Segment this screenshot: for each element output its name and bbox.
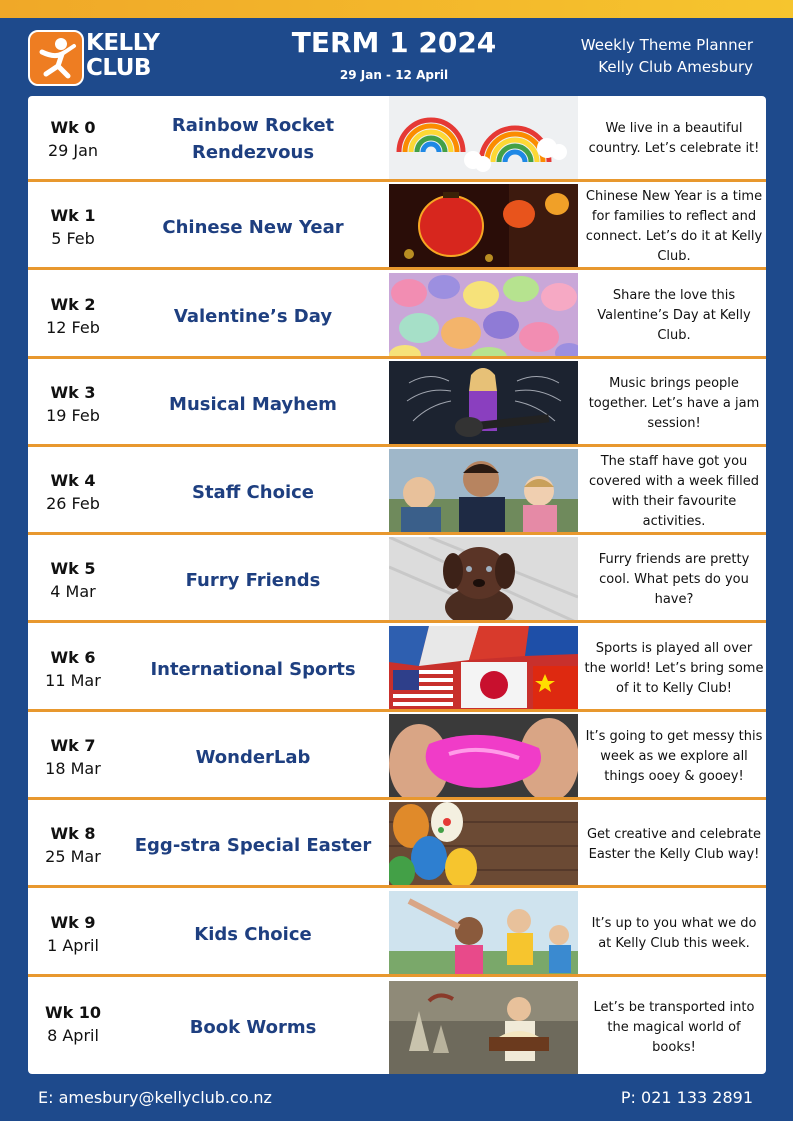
row-divider (28, 974, 766, 977)
week-cell (28, 537, 118, 623)
week-row (28, 626, 766, 712)
theme-name: Valentine’s Day (173, 305, 333, 327)
theme-description: The staff have got you covered with a week filled with their favourite activities. (589, 454, 759, 529)
week-row (28, 184, 766, 270)
row-divider (28, 797, 766, 800)
week-date: 1 April (47, 936, 99, 955)
planner-location: Kelly Club Amesbury (598, 58, 753, 76)
theme-description: We live in a beautiful country. Let’s celebrate it! (588, 121, 760, 156)
week-date: 18 Mar (45, 759, 101, 778)
row-divider (28, 620, 766, 623)
planner-title: Weekly Theme Planner (580, 36, 753, 54)
week-number: Wk 2 (50, 295, 96, 314)
theme-description: Chinese New Year is a time for families to reflect and connect. Let’s do it at Kelly Club. (585, 189, 763, 264)
contact-phone[interactable]: P: 021 133 2891 (620, 1088, 753, 1107)
logo-wordmark: KELLY CLUB (86, 30, 160, 81)
row-divider (28, 709, 766, 712)
guitar-girl-photo (389, 361, 578, 447)
week-cell (28, 361, 118, 447)
row-divider (28, 532, 766, 535)
theme-name: International Sports (150, 658, 356, 680)
flags-photo (389, 626, 578, 712)
row-divider (28, 179, 766, 182)
week-number: Wk 5 (50, 559, 96, 578)
theme-name: Egg-stra Special Easter (134, 834, 372, 856)
week-date: 5 Feb (51, 229, 95, 248)
week-cell (28, 449, 118, 535)
week-cell (28, 981, 118, 1074)
week-row (28, 361, 766, 447)
week-cell (28, 891, 118, 977)
theme-description: Get creative and celebrate Easter the Kelly Club way! (586, 827, 761, 862)
week-date: 11 Mar (45, 671, 101, 690)
slime-photo (389, 714, 578, 800)
row-divider (28, 267, 766, 270)
week-cell (28, 802, 118, 888)
week-date: 19 Feb (46, 406, 100, 425)
top-accent-bar (0, 0, 793, 18)
header (0, 18, 793, 96)
week-row (28, 96, 766, 182)
week-number: Wk 6 (50, 648, 96, 667)
week-row (28, 891, 766, 977)
lantern-photo (389, 184, 578, 270)
theme-name: Book Worms (189, 1017, 317, 1038)
book-fantasy-photo (389, 981, 578, 1074)
week-date: 26 Feb (46, 494, 100, 513)
week-cell (28, 626, 118, 712)
week-number: Wk 7 (50, 736, 96, 755)
rainbow-photo (389, 96, 578, 182)
week-number: Wk 4 (50, 471, 96, 490)
theme-description: It’s going to get messy this week as we explore all things ooey & gooey! (585, 729, 763, 784)
week-cell (28, 714, 118, 800)
theme-description: Sports is played all over the world! Let’s bring some of it to Kelly Club! (584, 641, 764, 696)
week-cell (28, 96, 118, 182)
row-divider (28, 444, 766, 447)
theme-name: Kids Choice (194, 923, 312, 945)
row-divider (28, 885, 766, 888)
week-date: 12 Feb (46, 318, 100, 337)
candy-hearts-photo (389, 273, 578, 359)
week-row (28, 449, 766, 535)
week-row (28, 537, 766, 623)
week-number: Wk 1 (50, 206, 96, 225)
term-dates: 29 Jan - 12 April (339, 68, 449, 82)
row-divider (28, 356, 766, 359)
week-number: Wk 3 (50, 383, 96, 402)
theme-name: Rainbow Rocket Rendezvous (171, 115, 335, 163)
theme-name: Staff Choice (191, 481, 314, 503)
week-cell (28, 273, 118, 359)
theme-name: Furry Friends (185, 569, 321, 591)
theme-description: It’s up to you what we do at Kelly Club this week. (591, 916, 757, 951)
puppy-photo (389, 537, 578, 623)
week-number: Wk 9 (50, 913, 96, 932)
term-title: TERM 1 2024 (291, 26, 497, 59)
theme-description: Share the love this Valentine’s Day at Kelly Club. (597, 288, 751, 343)
week-date: 4 Mar (50, 582, 96, 601)
theme-name: Chinese New Year (162, 216, 344, 238)
week-row (28, 981, 766, 1074)
theme-description: Let’s be transported into the magical world of books! (593, 999, 755, 1055)
theme-description: Furry friends are pretty cool. What pets do you have? (598, 552, 750, 607)
theme-description: Music brings people together. Let’s have a jam session! (588, 376, 760, 431)
week-row (28, 273, 766, 359)
staff-kids-photo (389, 449, 578, 535)
theme-name: WonderLab (195, 746, 311, 768)
weekly-theme-table (28, 96, 766, 1074)
easter-eggs-photo (389, 802, 578, 888)
week-number: Wk 10 (44, 1003, 102, 1022)
week-row (28, 802, 766, 888)
week-number: Wk 0 (50, 118, 96, 137)
week-number: Wk 8 (50, 824, 96, 843)
week-date: 25 Mar (45, 847, 101, 866)
week-row (28, 714, 766, 800)
week-date: 8 April (47, 1026, 99, 1045)
footer (0, 1074, 793, 1121)
week-date: 29 Jan (47, 141, 99, 160)
kids-playing-photo (389, 891, 578, 977)
week-cell (28, 184, 118, 270)
planner-heading (581, 34, 753, 78)
contact-email[interactable]: E: amesbury@kellyclub.co.nz (38, 1088, 272, 1107)
theme-name: Musical Mayhem (169, 393, 337, 415)
